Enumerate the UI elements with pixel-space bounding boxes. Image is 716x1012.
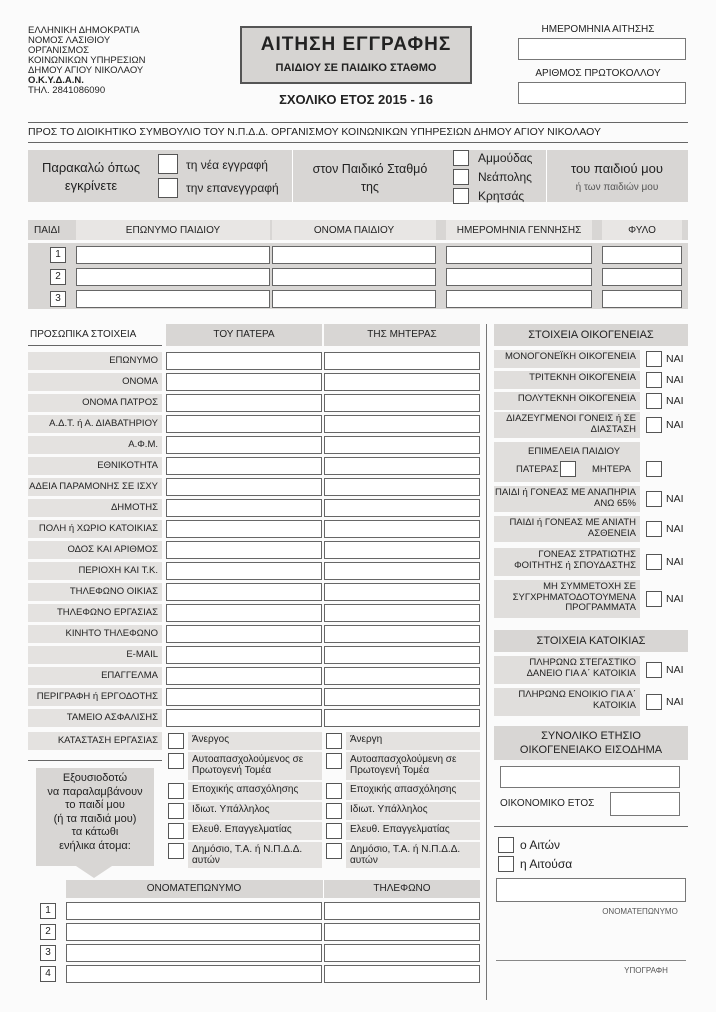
father-field[interactable] [166,499,322,517]
authorized-name-field[interactable] [66,923,322,941]
father-header-text: ΤΟΥ ΠΑΤΕΡΑ [213,329,275,340]
mother-field[interactable] [324,625,480,643]
applicant-female-label: η Αιτούσα [520,857,573,871]
personal-field-label: ΑΔΕΙΑ ΠΑΡΑΜΟΝΗΣ ΣΕ ΙΣΧΥ [28,478,162,496]
personal-header [28,324,162,346]
mother-field[interactable] [324,541,480,559]
father-employment-label: Εποχικής απασχόλησης [192,784,299,795]
family-yes-checkbox[interactable] [646,694,662,710]
father-field[interactable] [166,709,322,727]
mother-field[interactable] [324,604,480,622]
approve-text: εγκρίνετε [64,178,118,193]
custody-mother-label: ΜΗΤΕΡΑ [592,464,631,475]
mother-field[interactable] [324,499,480,517]
child1-gender[interactable] [602,246,682,264]
authorized-phone-field[interactable] [324,944,480,962]
father-field[interactable] [166,625,322,643]
mother-employment-checkbox[interactable] [326,823,342,839]
personal-field-label: ΟΔΟΣ ΚΑΙ ΑΡΙΘΜΟΣ [28,541,162,559]
addressee-line: ΠΡΟΣ ΤΟ ΔΙΟΙΚΗΤΙΚΟ ΣΥΜΒΟΥΛΙΟ ΤΟΥ Ν.Π.Δ.Δ. ΟΡΓΑΝΙΣΜΟΥ ΚΟΙΝΩΝΙΚΩΝ ΥΠΗΡΕΣΙΩΝ ΔΗΜΟΥ ΑΓΙΟΥ ΝΙΚΟΛΑΟΥ [28,126,601,138]
father-employment-label: Ελευθ. Επαγγελματίας [192,824,292,835]
authorize-text: να παραλαμβάνουν [47,785,143,798]
yes-label: ΝΑΙ [666,696,684,708]
mother-field[interactable] [324,583,480,601]
father-employment-label: Αυτοαπασχολούμενος σε Πρωτογενή Τομέα [192,754,304,776]
family-yes-checkbox[interactable] [646,372,662,388]
new-registration-label: τη νέα εγγραφή [186,158,268,172]
mother-field[interactable] [324,520,480,538]
personal-field-label: ΕΘΝΙΚΟΤΗΤΑ [28,457,162,475]
or-children-text: ή των παιδιών μου [575,182,659,193]
mother-employment-checkbox[interactable] [326,783,342,799]
personal-field-label: ΤΑΜΕΙΟ ΑΣΦΑΛΙΣΗΣ [28,709,162,727]
father-employment-checkbox[interactable] [168,823,184,839]
mother-field[interactable] [324,562,480,580]
mother-field[interactable] [324,415,480,433]
mother-employment-label: Δημόσιο, Τ.Α. ή Ν.Π.Δ.Δ. αυτών [350,844,461,866]
child2-surname[interactable] [76,268,270,286]
yes-label: ΝΑΙ [666,493,684,505]
personal-field-label: ΕΠΑΓΓΕΛΜΑ [28,667,162,685]
residence-header-text: ΣΤΟΙΧΕΙΑ ΚΑΤΟΙΚΙΑΣ [536,635,646,647]
column-divider [486,324,487,1000]
row-number: 2 [50,269,66,285]
mother-header-text: ΤΗΣ ΜΗΤΕΡΑΣ [367,329,437,340]
mother-field[interactable] [324,457,480,475]
form-subtitle: ΠΑΙΔΙΟΥ ΣΕ ΠΑΙΔΙΚΟ ΣΤΑΘΜΟ [275,62,437,74]
father-employment-label: Δημόσιο, Τ.Α. ή Ν.Π.Δ.Δ. αυτών [192,844,303,866]
income-year-field[interactable] [610,792,680,816]
auth-name-header: ΟΝΟΜΑΤΕΠΩΝΥΜΟ [146,883,242,894]
mother-employment-label: Εποχικής απασχόλησης [350,784,457,795]
row-number: 4 [40,966,56,982]
separator [292,150,293,202]
row-number: 3 [50,291,66,307]
child3-name[interactable] [272,290,436,308]
mother-field[interactable] [324,373,480,391]
row-number: 2 [40,924,56,940]
personal-field-label: ΕΠΩΝΥΜΟ [28,352,162,370]
authorize-text: Εξουσιοδοτώ [62,772,128,784]
please-text: Παρακαλώ όπως [42,160,140,175]
request-block [28,150,688,202]
col-gender: ΦΥΛΟ [628,225,656,236]
mother-field[interactable] [324,709,480,727]
family-header-text: ΣΤΟΙΧΕΙΑ ΟΙΚΟΓΕΝΕΙΑΣ [528,329,654,341]
personal-field-label: ΟΝΟΜΑ ΠΑΤΡΟΣ [28,394,162,412]
divider [28,122,688,123]
date-label: ΗΜΕΡΟΜΗΝΙΑ ΑΙΤΗΣΗΣ [541,24,655,35]
child3-birthdate[interactable] [446,290,592,308]
row-number: 3 [40,945,56,961]
father-employment-checkbox[interactable] [168,783,184,799]
auth-phone-header: ΤΗΛΕΦΩΝΟ [373,883,431,894]
personal-field-label: ΠΕΡΙΟΧΗ ΚΑΙ Τ.Κ. [28,562,162,580]
authorize-arrow [76,866,112,878]
re-registration-checkbox[interactable] [158,178,178,198]
personal-field-label: ΠΟΛΗ ή ΧΩΡΙΟ ΚΑΤΟΙΚΙΑΣ [28,520,162,538]
authorized-name-field[interactable] [66,902,322,920]
custody-label: ΕΠΙΜΕΛΕΙΑ ΠΑΙΔΙΟΥ [528,446,621,457]
divider [494,826,688,827]
family-item-label: ΤΡΙΤΕΚΝΗ ΟΙΚΟΓΕΝΕΙΑ [529,372,636,383]
mother-employment-label: Αυτοαπασχολούμενη σε Πρωτογενή Τομέα [350,754,457,776]
nursery-text: στον Παιδικό Σταθμό [312,162,428,176]
authorized-phone-field[interactable] [324,923,480,941]
org-line: ΕΛΛΗΝΙΚΗ ΔΗΜΟΚΡΑΤΙΑ [28,25,140,36]
family-item-label: ΠΑΙΔΙ ή ΓΟΝΕΑΣ ΜΕ ΑΝΑΠΗΡΙΑ ΑΝΩ 65% [495,487,636,509]
signature-line [496,960,686,961]
family-item-label: ΜΟΝΟΓΟΝΕΪΚΗ ΟΙΚΟΓΕΝΕΙΑ [504,351,636,362]
family-item-label: ΠΛΗΡΩΝΩ ΕΝΟΙΚΙΟ ΓΙΑ Α΄ ΚΑΤΟΙΚΙΑ [518,689,636,711]
father-field[interactable] [166,688,322,706]
applicant-male-label: ο Αιτών [520,838,560,852]
applicant-name-field[interactable] [496,878,686,902]
father-employment-checkbox[interactable] [168,843,184,859]
father-field[interactable] [166,352,322,370]
child2-name[interactable] [272,268,436,286]
father-employment-label: Ιδιωτ. Υπάλληλος [192,804,270,815]
child2-gender[interactable] [602,268,682,286]
place-checkbox-kritsas[interactable] [453,188,469,204]
yes-label: ΝΑΙ [666,523,684,535]
separator [546,150,547,202]
authorize-text: ενήλικα άτομα: [59,839,131,852]
applicant-name-label: ΟΝΟΜΑΤΕΠΩΝΥΜΟ [602,907,678,916]
custody-mother-checkbox[interactable] [646,461,662,477]
mother-employment-label: Ιδιωτ. Υπάλληλος [350,804,428,815]
authorize-text: το παιδί μου [65,799,125,811]
father-field[interactable] [166,646,322,664]
family-yes-checkbox[interactable] [646,521,662,537]
family-yes-checkbox[interactable] [646,393,662,409]
father-employment-checkbox[interactable] [168,753,184,769]
income-header-l2: ΟΙΚΟΓΕΝΕΙΑΚΟ ΕΙΣΟΔΗΜΑ [519,744,663,756]
family-yes-checkbox[interactable] [646,491,662,507]
authorize-text: τα κάτωθι [71,826,119,838]
authorize-text: (ή τα παιδιά μου) [53,812,137,825]
mother-employment-checkbox[interactable] [326,733,342,749]
mother-field[interactable] [324,352,480,370]
signature-label: ΥΠΟΓΡΑΦΗ [624,966,668,975]
father-field[interactable] [166,478,322,496]
yes-label: ΝΑΙ [666,664,684,676]
new-registration-checkbox[interactable] [158,154,178,174]
org-line: ΔΗΜΟΥ ΑΓΙΟΥ ΝΙΚΟΛΑΟΥ [28,65,144,76]
protocol-field[interactable] [518,82,686,104]
personal-field-label: Α.Φ.Μ. [28,436,162,454]
mother-field[interactable] [324,478,480,496]
income-year-label: ΟΙΚΟΝΟΜΙΚΟ ΕΤΟΣ [500,798,595,809]
personal-field-label: ΔΗΜΟΤΗΣ [28,499,162,517]
form-title: ΑΙΤΗΣΗ ΕΓΓΡΑΦΗΣ [260,34,452,55]
org-line: ΝΟΜΟΣ ΛΑΣΙΘΙΟΥ [28,35,111,46]
income-header-l1: ΣΥΝΟΛΙΚΟ ΕΤΗΣΙΟ [541,730,641,742]
family-yes-checkbox[interactable] [646,554,662,570]
family-yes-checkbox[interactable] [646,591,662,607]
authorized-name-field[interactable] [66,944,322,962]
yes-label: ΝΑΙ [666,374,684,386]
mother-employment-checkbox[interactable] [326,753,342,769]
father-field[interactable] [166,457,322,475]
father-field[interactable] [166,373,322,391]
date-field[interactable] [518,38,686,60]
family-yes-checkbox[interactable] [646,417,662,433]
father-field[interactable] [166,436,322,454]
place-label: Αμμούδας [478,151,533,165]
father-employment-label: Άνεργος [192,734,230,745]
authorized-name-field[interactable] [66,965,322,983]
father-employment-checkbox[interactable] [168,803,184,819]
of-child-text: του παιδιού μου [571,161,663,176]
re-registration-label: την επανεγγραφή [186,181,279,195]
personal-field-label: ΠΕΡΙΓΡΑΦΗ ή ΕΡΓΟΔΟΤΗΣ [28,688,162,706]
family-item-label: ΔΙΑΖΕΥΓΜΕΝΟΙ ΓΟΝΕΙΣ ή ΣΕ ΔΙΑΣΤΑΣΗ [506,413,636,435]
personal-field-label: ΚΙΝΗΤΟ ΤΗΛΕΦΩΝΟ [28,625,162,643]
personal-field-label: ΟΝΟΜΑ [28,373,162,391]
yes-label: ΝΑΙ [666,419,684,431]
family-item-label: ΠΑΙΔΙ ή ΓΟΝΕΑΣ ΜΕ ΑΝΙΑΤΗ ΑΣΘΕΝΕΙΑ [509,517,636,539]
mother-field[interactable] [324,394,480,412]
family-yes-checkbox[interactable] [646,662,662,678]
custody-father-checkbox[interactable] [560,461,576,477]
father-field[interactable] [166,604,322,622]
father-field[interactable] [166,583,322,601]
org-phone: ΤΗΛ. 2841086090 [28,85,106,96]
row-number: 1 [50,247,66,263]
mother-field[interactable] [324,646,480,664]
mother-employment-label: Ελευθ. Επαγγελματίας [350,824,450,835]
title-box [240,26,472,84]
child1-name[interactable] [272,246,436,264]
mother-employment-checkbox[interactable] [326,803,342,819]
applicant-male-checkbox[interactable] [498,837,514,853]
custody-father-label: ΠΑΤΕΡΑΣ [516,464,559,475]
personal-field-label: E-MAIL [28,646,162,664]
mother-employment-label: Άνεργη [350,734,383,745]
employment-label: ΚΑΤΑΣΤΑΣΗ ΕΡΓΑΣΙΑΣ [28,732,162,750]
school-year: ΣΧΟΛΙΚΟ ΕΤΟΣ 2015 - 16 [279,92,433,107]
org-line: ΟΡΓΑΝΙΣΜΟΣ [28,45,89,56]
father-field[interactable] [166,667,322,685]
col-surname: ΕΠΩΝΥΜΟ ΠΑΙΔΙΟΥ [125,225,221,236]
place-checkbox-neapolis[interactable] [453,169,469,185]
child3-surname[interactable] [76,290,270,308]
applicant-female-checkbox[interactable] [498,856,514,872]
mother-field[interactable] [324,688,480,706]
divider [28,760,162,761]
child1-birthdate[interactable] [446,246,592,264]
child2-birthdate[interactable] [446,268,592,286]
authorized-phone-field[interactable] [324,902,480,920]
father-employment-checkbox[interactable] [168,733,184,749]
personal-field-label: ΤΗΛΕΦΩΝΟ ΕΡΓΑΣΙΑΣ [28,604,162,622]
family-item-label: ΜΗ ΣΥΜΜΕΤΟΧΗ ΣΕ ΣΥΓΧΡΗΜΑΤΟΔΟΤΟΥΜΕΝΑ ΠΡΟΓΡΑΜΜΑΤΑ [512,581,636,613]
father-field[interactable] [166,520,322,538]
of-text: της [361,180,379,194]
organization-block [28,26,146,96]
yes-label: ΝΑΙ [666,395,684,407]
child1-surname[interactable] [76,246,270,264]
org-short: Ο.Κ.Υ.Δ.Α.Ν. [28,75,84,86]
father-field[interactable] [166,394,322,412]
father-field[interactable] [166,562,322,580]
row-number: 1 [40,903,56,919]
col-child: ΠΑΙΔΙ [34,225,61,236]
place-checkbox-ammoudas[interactable] [453,150,469,166]
family-item-label: ΠΟΛΥΤΕΚΝΗ ΟΙΚΟΓΕΝΕΙΑ [517,393,636,404]
col-birthdate: ΗΜΕΡΟΜΗΝΙΑ ΓΕΝΝΗΣΗΣ [456,225,582,236]
authorize-box [36,768,154,866]
divider [28,142,688,143]
yes-label: ΝΑΙ [666,556,684,568]
authorized-phone-field[interactable] [324,965,480,983]
income-amount-field[interactable] [500,766,680,788]
mother-field[interactable] [324,667,480,685]
family-item-label: ΠΛΗΡΩΝΩ ΣΤΕΓΑΣΤΙΚΟ ΔΑΝΕΙΟ ΓΙΑ Α΄ ΚΑΤΟΙΚΙΑ [526,657,636,679]
place-label: Κρητσάς [478,189,525,203]
mother-field[interactable] [324,436,480,454]
protocol-label: ΑΡΙΘΜΟΣ ΠΡΩΤΟΚΟΛΛΟΥ [535,68,661,79]
father-field[interactable] [166,541,322,559]
yes-label: ΝΑΙ [666,593,684,605]
col-name: ΟΝΟΜΑ ΠΑΙΔΙΟΥ [313,225,395,236]
personal-header-text: ΠΡΟΣΩΠΙΚΑ ΣΤΟΙΧΕΙΑ [30,329,137,340]
personal-field-label: ΤΗΛΕΦΩΝΟ ΟΙΚΙΑΣ [28,583,162,601]
personal-field-label: Α.Δ.Τ. ή Α. ΔΙΑΒΑΤΗΡΙΟΥ [28,415,162,433]
family-yes-checkbox[interactable] [646,351,662,367]
family-item-label: ΓΟΝΕΑΣ ΣΤΡΑΤΙΩΤΗΣ ΦΟΙΤΗΤΗΣ ή ΣΠΟΥΔΑΣΤΗΣ [514,549,636,571]
child3-gender[interactable] [602,290,682,308]
org-line: ΚΟΙΝΩΝΙΚΩΝ ΥΠΗΡΕΣΙΩΝ [28,55,146,66]
father-field[interactable] [166,415,322,433]
mother-employment-checkbox[interactable] [326,843,342,859]
place-label: Νεάπολης [478,170,532,184]
yes-label: ΝΑΙ [666,353,684,365]
